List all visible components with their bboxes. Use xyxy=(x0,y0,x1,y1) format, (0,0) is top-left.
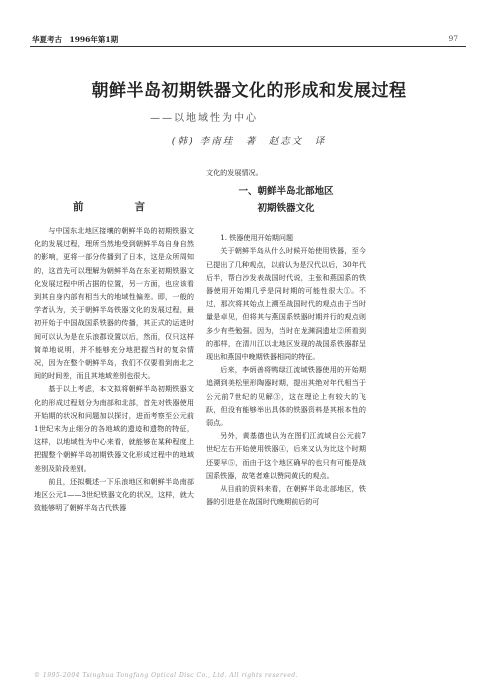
body-paragraph: 基于以上考虑，本文拟将朝鲜半岛初期铁器文化的形成过程划分为南部和北部，首先对铁器使用开始期的状况和问题加以探讨，进而考察至公元前1世纪末为止细分的各地域的遗迹和遗物的特征，这样，以地域性为中心来看，就能够在某种程度上把握整个朝鲜半岛初期铁器文化形成过程中的地域差别及阶段差别。 xyxy=(34,384,194,473)
body-paragraph: 与中国东北地区接壤的朝鲜半岛的初期铁器文化的发展过程，理所当然地受到朝鲜半岛自身自然的影响，更将一部分传播到了日本，这是众所周知的，这首先可以理解为朝鲜半岛在东亚初期铁器文化发展过程中所占据的位置，另一方面，也应该看到其自身内部有相当大的地域性偏差。即，一般的学者认为，关于朝鲜半岛铁器文化的发展过程，最初开始于中国战国系铁器的传播，其正式的运进时间可以认为是在乐浪郡设置以后，然而，仅只这样简单地说明，并不能够充分地把握当时的复杂情况，因为在整个朝鲜半岛，我们不仅要看到南北之间的时间差，而且其地域差别也很大。 xyxy=(34,226,194,381)
running-header xyxy=(32,32,462,46)
journal-issue: 华夏考古 1996年第1期 xyxy=(32,35,119,44)
body-paragraph: 从目前的资料来看，在朝鲜半岛北部地区，铁器的引进是在战国时代晚期前后的可 xyxy=(206,484,366,507)
body-paragraph: 前且，还拟概述一下乐浪地区和朝鲜半岛南部地区公元1——3世纪铁器文化的状况，这样，就大致能够明了朝鲜半岛古代铁器 xyxy=(34,476,194,513)
body-paragraph-continued: 文化的发展情况。 xyxy=(206,168,263,177)
section-title: 一、朝鲜半岛北部地区 初期铁器文化 xyxy=(238,186,334,215)
right-column xyxy=(206,166,366,508)
article-authors: (韩) 李南珪 著 赵志文 译 xyxy=(171,136,327,147)
body-paragraph: 另外，黄基德也认为在图们江流域自公元前7世纪左右开始使用铁器④，后来又认为比这个时期还要早⑤，而由于这个地区确早的也只有可能是战国系铁器，故笔者难以赞同黄氏的观点。 xyxy=(206,431,366,480)
body-paragraph: 后来，李炳善将鸭绿江流域铁器使用的开始期追溯到美松里形陶器时期，提出其绝对年代相当于公元前7世纪的见解③，这在理论上有较大的飞跃，但没有能够举出具体的铁器资料是其根本性的弱点。 xyxy=(206,365,366,428)
preface-heading: 前 言 xyxy=(73,201,155,213)
sub-heading: 1. 铁器使用开始期问题 xyxy=(220,233,294,243)
page-number: 97 xyxy=(448,34,458,43)
article-title: 朝鲜半岛初期铁器文化的形成和发展过程 xyxy=(91,81,407,101)
header-rule xyxy=(30,46,466,47)
body-paragraph: 关于朝鲜半岛从什么时候开始使用铁器，至今已提出了几种观点，以前认为是汉代以后，30年代后半，帮白沙发表战国时代说，主张和燕国系的铁器使用开始期几乎是同时期的可能性很大①。不过，那次将其始点上溯至战国时代的观点由于当时量是卓见，但将其与燕国系铁器时期并行的观点则多少有些勉强。因为，当时在龙渊洞遗址②所看到的那样，在清川江以北地区发现的战国系铁器群呈现出和燕国中晚期铁器相同的特征。 xyxy=(206,246,366,362)
article-subtitle: ——以地域性为中心 xyxy=(150,113,258,124)
left-column xyxy=(34,166,194,514)
copyright-footer: © 1995-2004 Tsinghua Tongfang Optical Disc Co., Ltd. All rights reserved. xyxy=(34,672,298,679)
